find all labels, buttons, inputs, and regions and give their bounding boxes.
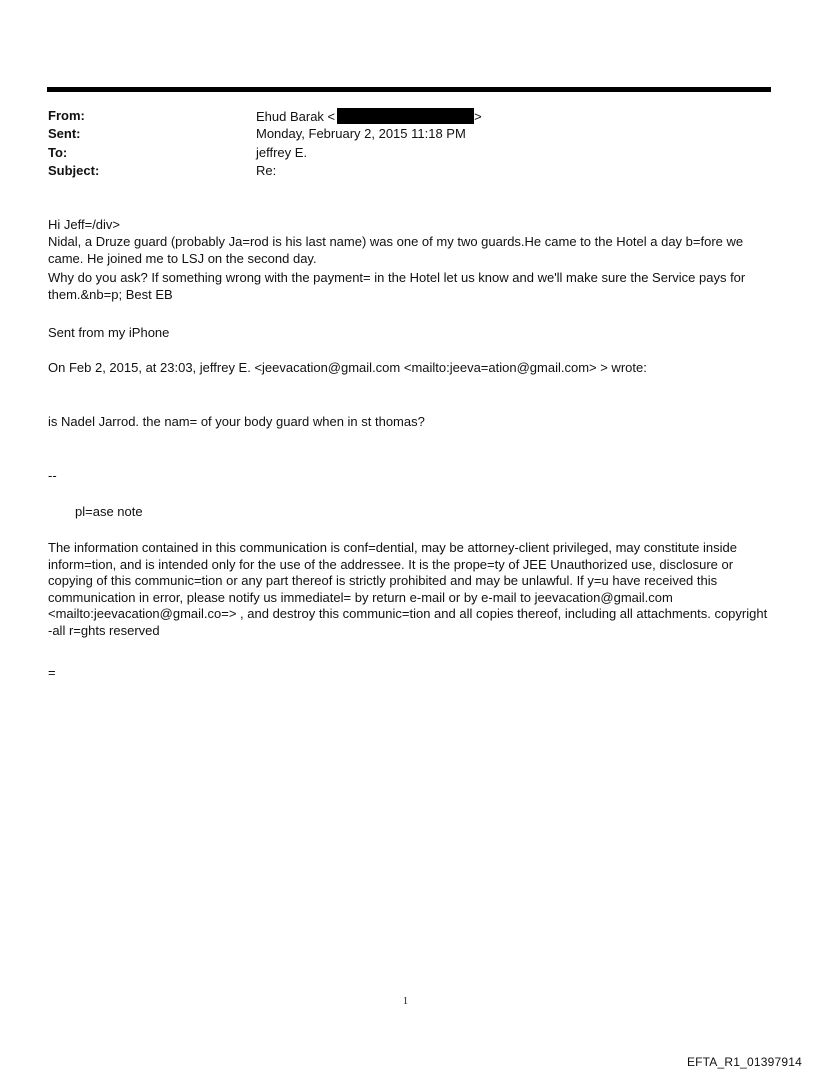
trailing-equals: = <box>48 665 56 680</box>
confidentiality-notice: The information contained in this communication is conf=dential, may be attorney-client privileged, may constitute inside inform=tion, and is intended only for the use of the addressee. It is the prope=ty of JEE Unauthorized use, disclosure or copying of this communic=tion or any part thereof is strictly prohibited and may be unlawful. If y=u have received this communication in error, please notify us immediatel= by return e-mail or by e-mail to jeevacation@gmail.com <mailto:jeevacation@gmail.co=> , and destroy this communic=tion and all copies thereof, including all attachments. copyright -all r=ghts reserved <box>48 540 768 638</box>
from-trail: > <box>474 109 482 124</box>
please-note: pl=ase note <box>75 504 143 519</box>
redaction-block <box>337 108 474 124</box>
to-label: To: <box>48 145 68 160</box>
signature-separator: -- <box>48 468 57 483</box>
to-value: jeffrey E. <box>256 145 308 160</box>
subject-label: Subject: <box>48 163 100 178</box>
header-rule <box>47 87 771 92</box>
body-paragraph-payment: Why do you ask? If something wrong with the payment= in the Hotel let us know and we'll make sure the Service pays for them.&nb=p; Best EB <box>48 270 746 302</box>
quoted-question: is Nadel Jarrod. the nam= of your body guard when in st thomas? <box>48 414 425 429</box>
document-id: EFTA_R1_01397914 <box>686 1055 802 1069</box>
from-name: Ehud Barak < <box>256 109 336 124</box>
sent-label: Sent: <box>48 126 81 141</box>
from-label: From: <box>48 108 85 123</box>
subject-value: Re: <box>256 163 277 178</box>
quoted-intro: On Feb 2, 2015, at 23:03, jeffrey E. <jeevacation@gmail.com <mailto:jeeva=ation@gmail.com> > wrote: <box>48 360 647 375</box>
from-value <box>256 108 482 124</box>
body-paragraph-guard: Nidal, a Druze guard (probably Ja=rod is his last name) was one of my two guards.He came to the Hotel a day b=fore we came. He joined me to LSJ on the second day. <box>48 234 744 266</box>
page-number: 1 <box>403 996 408 1007</box>
greeting: Hi Jeff=/div> <box>48 217 121 232</box>
sent-from-iphone: Sent from my iPhone <box>48 325 170 340</box>
sent-value: Monday, February 2, 2015 11:18 PM <box>256 126 466 141</box>
